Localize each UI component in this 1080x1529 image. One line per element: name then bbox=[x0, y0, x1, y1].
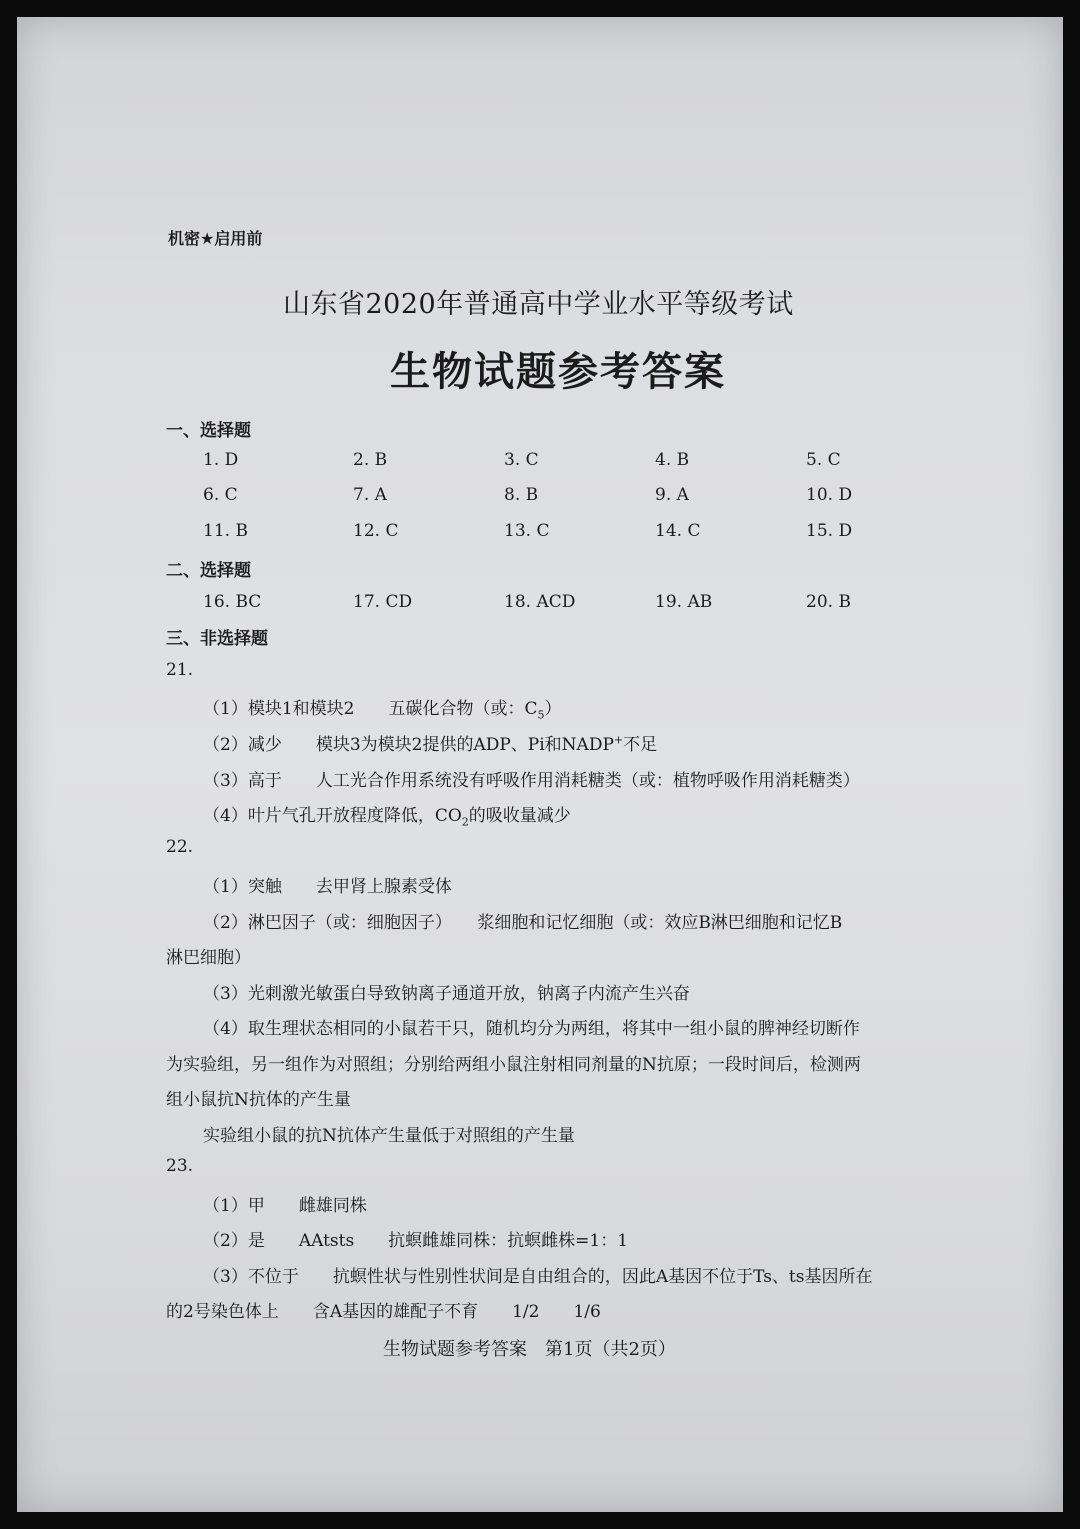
answer-item: 7. A bbox=[353, 485, 387, 505]
exam-title: 山东省2020年普通高中学业水平等级考试 bbox=[283, 289, 794, 320]
answer-item: 6. C bbox=[203, 485, 238, 505]
answer-line: 组小鼠抗N抗体的产生量 bbox=[166, 1090, 351, 1110]
answer-item: 12. C bbox=[353, 521, 399, 541]
answer-item: 11. B bbox=[203, 521, 248, 541]
answer-text: （4）叶片气孔开放程度降低，CO bbox=[203, 806, 462, 826]
question-number: 21. bbox=[166, 660, 194, 680]
section-heading-3: 三、非选择题 bbox=[166, 629, 268, 649]
answer-line: （1）突触 去甲肾上腺素受体 bbox=[203, 877, 452, 897]
answer-line: （2）淋巴因子（或：细胞因子） 浆细胞和记忆细胞（或：效应B淋巴细胞和记忆B bbox=[203, 913, 843, 933]
answer-line bbox=[203, 801, 571, 828]
subscript: 2 bbox=[461, 815, 469, 829]
section-heading-1: 一、选择题 bbox=[166, 421, 251, 441]
answer-item: 20. B bbox=[806, 592, 851, 612]
subscript: 5 bbox=[537, 708, 545, 722]
answer-line: 的2号染色体上 含A基因的雄配子不育 1/2 1/6 bbox=[166, 1302, 601, 1322]
answer-item: 4. B bbox=[655, 450, 690, 470]
answer-item: 14. C bbox=[655, 521, 701, 541]
answer-line: 为实验组，另一组作为对照组；分别给两组小鼠注射相同剂量的N抗原；一段时间后，检测两 bbox=[166, 1055, 861, 1075]
answer-line: （2）是 AAtsts 抗螟雌雄同株：抗螟雌株=1：1 bbox=[203, 1231, 629, 1251]
answer-text: ） bbox=[544, 699, 562, 719]
answer-line: 实验组小鼠的抗N抗体产生量低于对照组的产生量 bbox=[203, 1126, 575, 1146]
answer-item: 16. BC bbox=[203, 592, 262, 612]
answer-line: （4）取生理状态相同的小鼠若干只，随机均分为两组，将其中一组小鼠的脾神经切断作 bbox=[203, 1019, 860, 1039]
answer-item: 1. D bbox=[203, 450, 239, 470]
answer-item: 18. ACD bbox=[504, 592, 576, 612]
answer-item: 15. D bbox=[806, 521, 853, 541]
answer-item: 13. C bbox=[504, 521, 550, 541]
answer-line: （3）光刺激光敏蛋白导致钠离子通道开放，钠离子内流产生兴奋 bbox=[203, 984, 690, 1004]
section-heading-2: 二、选择题 bbox=[166, 561, 251, 581]
answer-line: （3）不位于 抗螟性状与性别性状间是自由组合的，因此A基因不位于Ts、ts基因所在 bbox=[203, 1267, 873, 1287]
answer-item: 19. AB bbox=[655, 592, 713, 612]
answer-item: 3. C bbox=[504, 450, 539, 470]
answer-item: 5. C bbox=[806, 450, 841, 470]
document-subtitle: 生物试题参考答案 bbox=[390, 349, 726, 395]
answer-text: （2）减少 模块3为模块2提供的ADP、Pi和NADP bbox=[203, 735, 614, 755]
answer-line bbox=[203, 730, 657, 755]
answer-text: （1）模块1和模块2 五碳化合物（或：C bbox=[203, 699, 538, 719]
answer-line: 淋巴细胞） bbox=[166, 948, 251, 968]
page-footer: 生物试题参考答案 第1页（共2页） bbox=[383, 1339, 676, 1360]
confidential-label: 机密★启用前 bbox=[168, 229, 263, 248]
question-number: 23. bbox=[166, 1156, 194, 1176]
answer-line bbox=[203, 694, 561, 721]
answer-text: 的吸收量减少 bbox=[468, 806, 571, 826]
question-number: 22. bbox=[166, 837, 194, 857]
answer-item: 8. B bbox=[504, 485, 539, 505]
answer-item: 10. D bbox=[806, 485, 853, 505]
answer-line: （1）甲 雌雄同株 bbox=[203, 1196, 367, 1216]
answer-item: 17. CD bbox=[353, 592, 413, 612]
answer-item: 2. B bbox=[353, 450, 388, 470]
answer-item: 9. A bbox=[655, 485, 689, 505]
answer-text: 不足 bbox=[623, 735, 658, 755]
superscript: + bbox=[613, 733, 624, 747]
answer-line: （3）高于 人工光合作用系统没有呼吸作用消耗糖类（或：植物呼吸作用消耗糖类） bbox=[203, 771, 860, 791]
